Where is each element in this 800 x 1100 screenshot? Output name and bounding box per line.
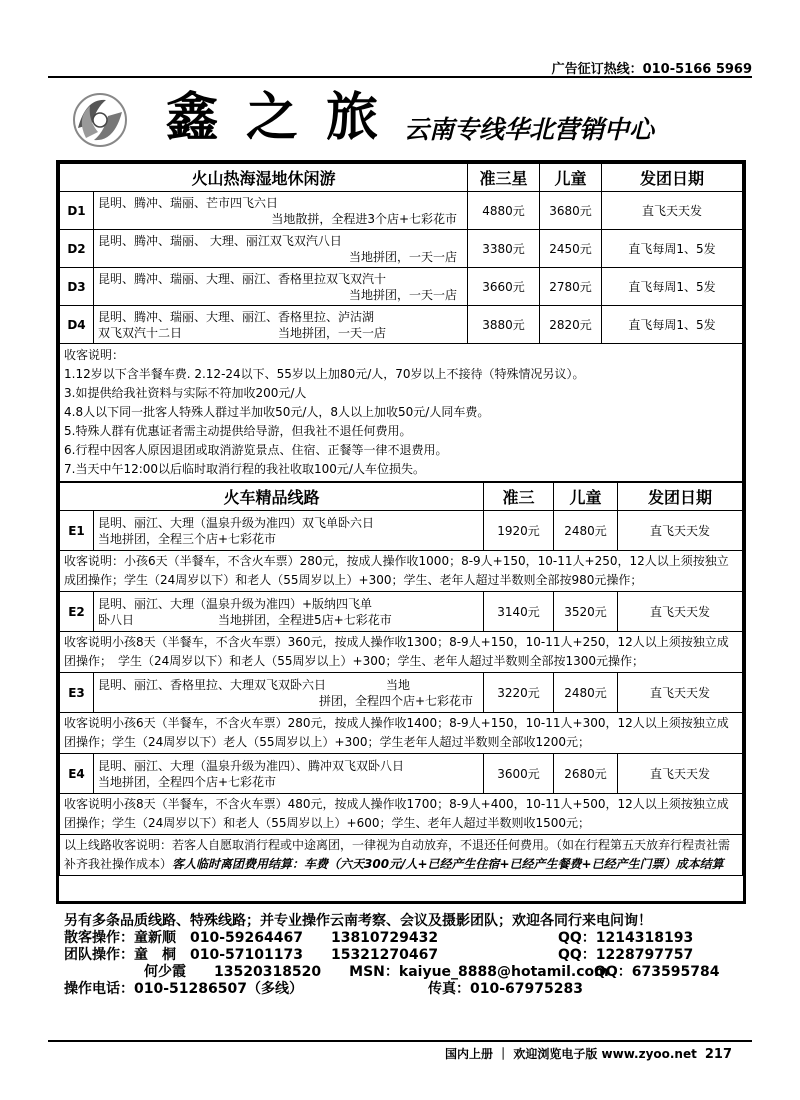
route-code: D2 [60,230,94,268]
route-note: 收客说明小孩8天（半餐车，不含火车票）360元，按成人操作收1300；8-9人+150，10-11人+250，12人以上须按独立成团操作； 学生（24周岁以下）和老人（55周岁以上）+300；学生、老年人超过半数则全部按1300元操作； [60,632,743,673]
note-line: 收客说明： [64,348,125,362]
contact-phone: 操作电话：010-51286507（多线） [64,981,303,997]
route-code: E3 [60,673,94,713]
note-row [60,794,743,835]
route-price: 3140元 [484,592,554,632]
route-price: 1920元 [484,511,554,551]
final-note-row [60,835,743,876]
route-child-price: 2450元 [540,230,602,268]
contact-staff: 何少霞 13520318520 MSN：kaiyue_8888@hotamil.com [144,964,609,980]
note-line: 4.8人以下同一批客人特殊人群过半加收50元/人，8人以上加收50元/人同车费。 [64,405,490,419]
contact-qq: QQ：1214318193 [558,930,694,946]
route-code: D4 [60,306,94,344]
brand-header [48,80,752,160]
route-child-price: 2680元 [554,754,618,794]
final-note-text: 以上线路收客说明：若客人自愿取消行程或中途离团，一律视为自动放弃，不退还任何费用。（如在行程第五天放弃行程责社需补齐我社操作成本） [64,838,731,871]
route-desc [94,511,484,551]
section2-title: 火车精品线路 [60,483,484,511]
route-date: 直飞天天发 [618,592,743,632]
note-line: 5.特殊人群有优惠证者需主动提供给导游，但我社不退任何费用。 [64,424,412,438]
route-child-price: 2480元 [554,511,618,551]
col-price-header: 准三星 [468,164,540,192]
route-price: 3600元 [484,754,554,794]
note-line: 6.行程中因客人原因退团或取消游览景点、住宿、正餐等一律不退费用。 [64,443,448,457]
contact-block [64,912,754,998]
table-row [60,306,743,344]
route-child-price: 3680元 [540,192,602,230]
contact-row [64,947,754,964]
col-price-header: 准三 [484,483,554,511]
route-date: 直飞每周1、5发 [602,230,743,268]
footer-text [48,1042,752,1062]
note-row [60,551,743,592]
route-desc [94,754,484,794]
route-line: 当地拼团，全程三个店+七彩花市 [98,531,277,546]
contact-qq: QQ：1228797757 [558,947,694,963]
contact-intro: 另有多条品质线路、特殊线路；并专业操作云南考察、会议及摄影团队；欢迎各同行来电问询！ [64,913,652,929]
col-child-header: 儿童 [554,483,618,511]
brand-subtitle: 云南专线华北营销中心 [404,115,655,144]
final-note [60,835,743,876]
table-row [60,592,743,632]
route-desc [94,230,468,268]
footer-label: 国内上册 ｜ 欢迎浏览电子版 www.zyoo.net [445,1047,697,1061]
route-line: 当地拼团，一天一店 [349,249,458,264]
col-date-header: 发团日期 [618,483,743,511]
section1-notes [60,344,743,482]
route-child-price: 2780元 [540,268,602,306]
route-code: D3 [60,268,94,306]
table-row [60,754,743,794]
contact-fax: 传真：010-67975283 [428,981,583,997]
route-line: 昆明、腾冲、瑞丽、 大理、丽江双飞双汽八日 [98,233,342,248]
route-desc [94,192,468,230]
route-date: 直飞天天发 [602,192,743,230]
contact-row [64,964,754,981]
note-row [60,632,743,673]
route-child-price: 2820元 [540,306,602,344]
contact-individual: 散客操作：童新顺 010-59264467 13810729432 [64,930,439,946]
route-date: 直飞每周1、5发 [602,306,743,344]
section-volcano-table [59,163,743,482]
notes-row [60,344,743,482]
route-price: 3220元 [484,673,554,713]
route-line: 当地拼团，一天一店 [349,287,458,302]
brand-name: 鑫之旅 [166,87,407,148]
route-code: E2 [60,592,94,632]
route-price: 4880元 [468,192,540,230]
table-row [60,511,743,551]
contact-row [64,930,754,947]
route-line: 卧八日 当地拼团，全程进5店+七彩花市 [98,612,392,627]
route-line: 昆明、腾冲、瑞丽、芒市四飞六日 [98,195,279,210]
table-row [60,192,743,230]
note-line: 3.如提供给我社资料与实际不符加收200元/人 [64,386,307,400]
route-child-price: 3520元 [554,592,618,632]
final-note-settlement: 客人临时离团费用结算：车费（六天300元/人+已经产生住宿+已经产生餐费+已经产生门票）成本结算 [172,857,724,871]
note-row [60,713,743,754]
table-row [60,268,743,306]
note-line: 1.12岁以下含半餐车费. 2.12-24以下、55岁以上加80元/人，70岁以上不接待（特殊情况另议）。 [64,367,585,381]
route-desc [94,673,484,713]
route-date: 直飞每周1、5发 [602,268,743,306]
route-line: 昆明、丽江、大理（温泉升级为准四）、腾冲双飞双卧八日 [98,758,405,773]
section1-title: 火山热海湿地休闲游 [60,164,468,192]
route-line: 拼团，全程四个店+七彩花市 [318,693,474,708]
col-date-header: 发团日期 [602,164,743,192]
route-line: 昆明、丽江、香格里拉、大理双飞双卧六日 当地 [98,677,411,692]
page-footer [48,1040,752,1062]
route-line: 昆明、丽江、大理（温泉升级为准四）+版纳四飞单 [98,596,373,611]
route-price: 3380元 [468,230,540,268]
route-desc [94,592,484,632]
route-desc [94,306,468,344]
contact-qq: QQ：673595784 [594,964,720,980]
route-note: 收客说明小孩8天（半餐车，不含火车票）480元，按成人操作收1700；8-9人+400，10-11人+500，12人以上须按独立成团操作；学生（24周岁以下）和老人（55周岁以上）+600；学生、老年人超过半数则收1500元； [60,794,743,835]
ad-hotline: 广告征订热线：010-5166 5969 [551,62,752,77]
route-price: 3660元 [468,268,540,306]
hands-circle-logo-icon [66,88,134,152]
table-row [60,673,743,713]
route-price: 3880元 [468,306,540,344]
route-child-price: 2480元 [554,673,618,713]
route-line: 双飞双汽十二日 当地拼团，一天一店 [98,325,387,340]
route-line: 昆明、丽江、大理（温泉升级为准四）双飞单卧六日 [98,515,375,530]
note-line: 7.当天中午12:00以后临时取消行程的我社收取100元/人车位损失。 [64,462,425,476]
route-date: 直飞天天发 [618,511,743,551]
table-row [60,230,743,268]
contact-row [64,981,754,998]
route-price-table-frame [56,160,746,904]
route-date: 直飞天天发 [618,754,743,794]
route-line: 当地散拼，全程进3个店+七彩花市 [271,211,458,226]
section-train-table [59,482,743,876]
route-line: 昆明、腾冲、瑞丽、大理、丽江、香格里拉、泸沽湖 [98,309,375,324]
route-code: D1 [60,192,94,230]
top-divider [48,76,752,78]
route-code: E4 [60,754,94,794]
route-note: 收客说明小孩6天（半餐车，不含火车票）280元，按成人操作收1400；8-9人+150，10-11人+300，12人以上须按独立成团操作；学生（24周岁以下）老人（55周岁以上）+300；学生老年人超过半数则全部收1200元； [60,713,743,754]
route-desc [94,268,468,306]
route-code: E1 [60,511,94,551]
page-number: 217 [704,1047,732,1062]
route-line: 昆明、腾冲、瑞丽、大理、丽江、香格里拉双飞双汽十 [98,271,387,286]
col-child-header: 儿童 [540,164,602,192]
route-note: 收客说明：小孩6天（半餐车，不含火车票）280元，按成人操作收1000；8-9人+150，10-11人+250，12人以上须按独立成团操作；学生（24周岁以下）和老人（55周岁以上）+300；学生、老年人超过半数则全部按980元操作； [60,551,743,592]
contact-group: 团队操作：童 桐 010-57101173 15321270467 [64,947,439,963]
route-line: 当地拼团，全程四个店+七彩花市 [98,774,277,789]
route-date: 直飞天天发 [618,673,743,713]
